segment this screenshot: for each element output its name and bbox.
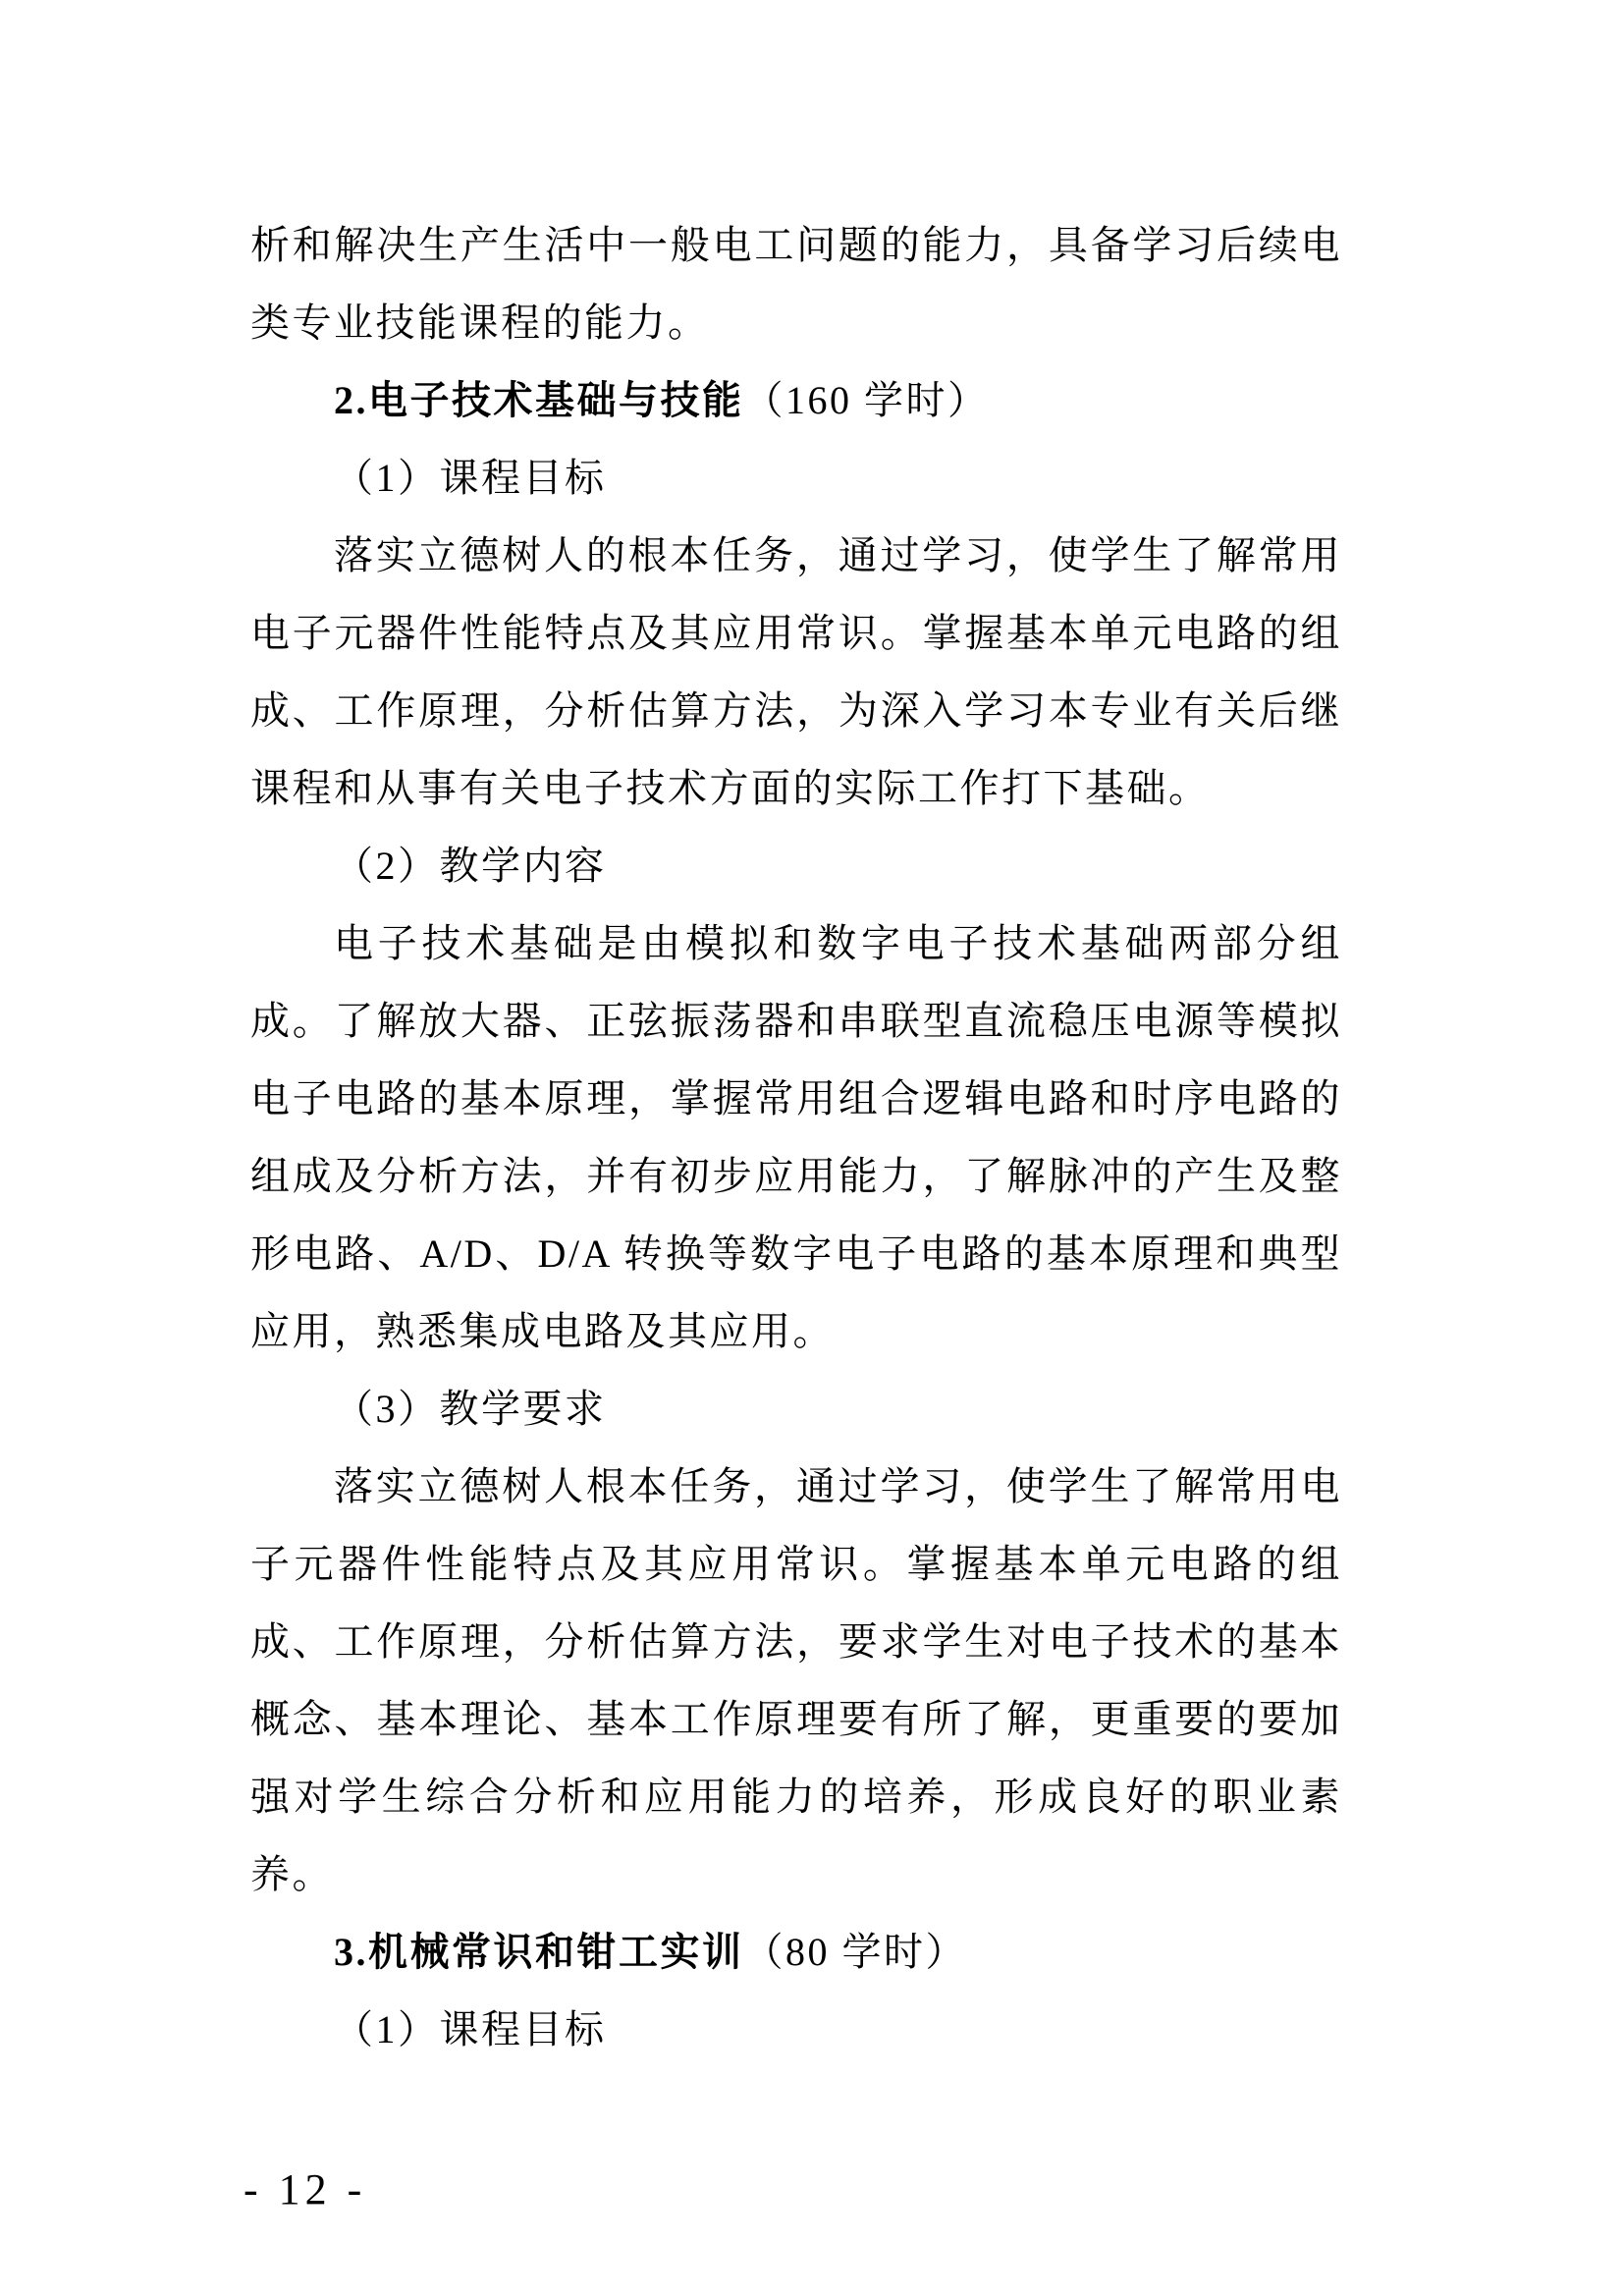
subheading-course-goal: （1）课程目标 xyxy=(334,456,607,500)
subheading-teaching-content: （2）教学内容 xyxy=(334,844,607,888)
section-heading-electronics-hours: （160 学时） xyxy=(743,378,990,422)
section-heading-mechanics-hours: （80 学时） xyxy=(743,1930,967,1974)
section-heading-mechanics xyxy=(250,1913,1342,1991)
subheading-course-goal-2: （1）课程目标 xyxy=(334,2007,607,2051)
page-number: - 12 - xyxy=(243,2165,367,2214)
paragraph-continuation: 析和解决生产生活中一般电工问题的能力，具备学习后续电类专业技能课程的能力。 xyxy=(250,223,1342,345)
section-heading-mechanics-title: 3.机械常识和钳工实训 xyxy=(334,1930,744,1974)
paragraph-course-goal: 落实立德树人的根本任务，通过学习，使学生了解常用电子元器件性能特点及其应用常识。掌握基本单元电路的组成、工作原理，分析估算方法，为深入学习本专业有关后继课程和从事有关电子技术方面的实际工作打下基础。 xyxy=(250,533,1342,810)
paragraph-teaching-content: 电子技术基础是由模拟和数字电子技术基础两部分组成。了解放大器、正弦振荡器和串联型直流稳压电源等模拟电子电路的基本原理，掌握常用组合逻辑电路和时序电路的组成及分析方法，并有初步应用能力，了解脉冲的产生及整形电路、A/D、D/A 转换等数字电子电路的基本原理和典型应用，熟悉集成电路及其应用。 xyxy=(250,921,1342,1353)
document-body xyxy=(250,206,1342,2068)
section-heading-electronics-title: 2.电子技术基础与技能 xyxy=(334,378,744,422)
paragraph-teaching-requirement: 落实立德树人根本任务，通过学习，使学生了解常用电子元器件性能特点及其应用常识。掌握基本单元电路的组成、工作原理，分析估算方法，要求学生对电子技术的基本概念、基本理论、基本工作原理要有所了解，更重要的要加强对学生综合分析和应用能力的培养，形成良好的职业素养。 xyxy=(250,1464,1342,1896)
subheading-teaching-requirement: （3）教学要求 xyxy=(334,1387,607,1431)
section-heading-electronics xyxy=(250,361,1342,439)
